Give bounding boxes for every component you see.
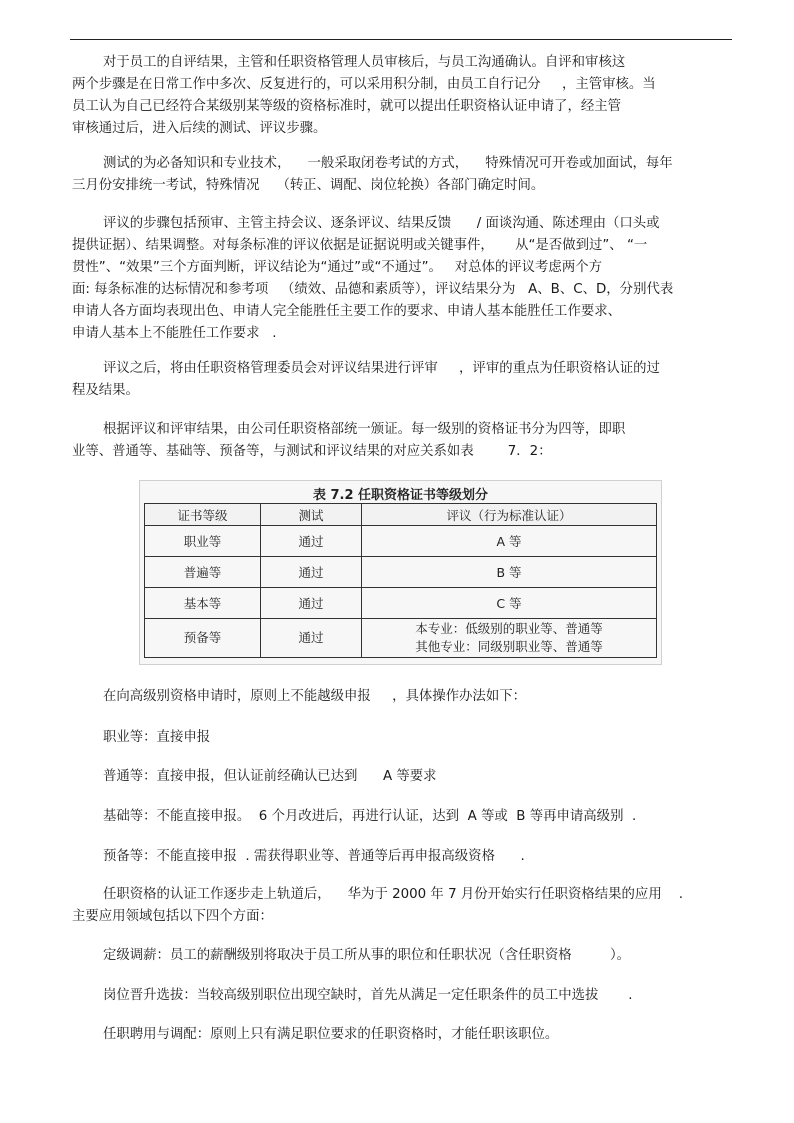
header-cell: 评议（行为标准认证） [362,504,657,526]
certificate-grade-table-figure [139,480,662,665]
text-line: 评议之后，将由任职资格管理委员会对评议结果进行评审 ，评审的重点为任职资格认证的过 [103,361,660,376]
text-line: 对于员工的自评结果，主管和任职资格管理人员审核后，与员工沟通确认。自评和审核这 [103,55,626,70]
text-line: 申请人各方面均表现出色、申请人完全能胜任主要工作的要求、申请人基本能胜任工作要求、 [72,304,622,319]
table-row [145,619,657,658]
cell-line: 其他专业：同级别职业等、普通等 [415,639,603,654]
text-line: 面: 每条标准的达标情况和参考项 （绩效、品德和素质等），评议结果分为 A、B、C、D，分别代表 [72,282,674,297]
text-line: 主要应用领域包括以下四个方面： [72,909,273,924]
item-general-grade: 普通等：直接申报，但认证前经确认已达到 A 等要求 [103,769,437,784]
cell-line: 本专业：低级别的职业等、普通等 [415,621,603,636]
item-career-grade: 职业等：直接申报 [103,730,211,745]
table-cell: 通过 [261,619,362,658]
item-application-rule: 在向高级别资格申请时，原则上不能越级申报 ，具体操作办法如下： [103,689,526,704]
paragraph-evaluation [72,213,732,345]
table-cell: C 等 [362,588,657,619]
table-cell: 通过 [261,557,362,588]
table-header-row [145,504,657,526]
header-rule [70,39,732,40]
text-line: 贯性”、“效果”三个方面判断，评议结论为“通过”或“不通过”。 对总体的评议考虑两个方 [72,260,602,275]
text-line: 申请人基本上不能胜任工作要求 . [72,326,277,341]
text-line: 审核通过后，进入后续的测试、评议步骤。 [72,121,327,136]
table-cell: 职业等 [145,526,261,557]
paragraph-certificate [72,419,732,463]
table-cell: A 等 [362,526,657,557]
table-caption: 表 7.2 任职资格证书等级划分 [312,488,489,503]
table-row [145,557,657,588]
paragraph-application [72,884,732,928]
table-cell: 通过 [261,526,362,557]
header-cell: 测试 [261,504,362,526]
text-line: 员工认为自己已经符合某级别某等级的资格标准时，就可以提出任职资格认证申请了，经主管 [72,99,622,114]
header-cell: 证书等级 [145,504,261,526]
text-line: 根据评议和评审结果，由公司任职资格部统一颁证。每一级别的资格证书分为四等，即职 [103,422,626,437]
text-line: 评议的步骤包括预审、主管主持会议、逐条评议、结果反馈 / 面谈沟通、陈述理由（口头或 [103,216,660,231]
text-line: 提供证据）、结果调整。对每条标准的评议依据是证据说明或关键事件， 从“是否做到过”、 “一 [72,238,648,253]
item-appointment: 任职聘用与调配：原则上只有满足职位要求的任职资格时，才能任职该职位。 [103,1027,559,1042]
table-cell: 预备等 [145,619,261,658]
text-line: 业等、普通等、基础等、预备等，与测试和评议结果的对应关系如表 7．2： [72,444,552,459]
table-cell: 普遍等 [145,557,261,588]
certificate-grade-table [144,503,657,658]
text-line: 两个步骤是在日常工作中多次、反复进行的，可以采用积分制，由员工自行记分 ，主管审核。当 [72,77,656,92]
table-row [145,526,657,557]
paragraph-testing [72,153,732,197]
text-line: 测试的为必备知识和专业技术， 一般采取闭卷考试的方式， 特殊情况可开卷或加面试，每年 [103,156,673,171]
table-row [145,588,657,619]
table-cell: 基本等 [145,588,261,619]
text-line: 程及结果。 [72,383,139,398]
paragraph-self-assessment [72,52,732,140]
paragraph-review [72,358,732,402]
text-line: 任职资格的认证工作逐步走上轨道后， 华为于 2000 年 7 月份开始实行任职资格结果的应用 . [103,887,683,902]
text-line: 三月份安排统一考试，特殊情况 （转正、调配、岗位轮换）各部门确定时间。 [72,178,545,193]
item-promotion: 岗位晋升选拔：当较高级别职位出现空缺时，首先从满足一定任职条件的员工中选拔 . [103,988,633,1003]
table-cell: B 等 [362,557,657,588]
table-cell: 通过 [261,588,362,619]
item-reserve-grade: 预备等：不能直接申报 . 需获得职业等、普通等后再申报高级资格 . [103,849,525,864]
item-basic-grade: 基础等：不能直接申报。 6 个月改进后，再进行认证，达到 A 等或 B 等再申请高级别 . [103,809,637,824]
item-salary-grading: 定级调薪：员工的薪酬级别将取决于员工所从事的职位和任职状况（含任职资格 ）。 [103,948,631,963]
table-cell-multiline [362,619,657,658]
